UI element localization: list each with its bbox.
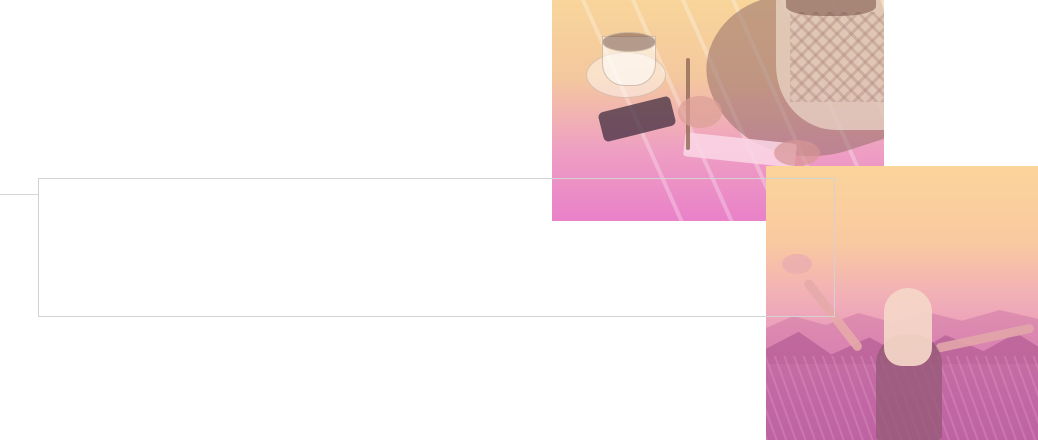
coffee xyxy=(602,32,656,52)
content-frame xyxy=(38,178,835,317)
writing-hand xyxy=(678,96,722,128)
accent-line xyxy=(0,194,38,195)
sweater-pattern xyxy=(790,12,884,102)
resting-hand xyxy=(774,140,820,166)
hair xyxy=(786,0,876,16)
woman-hair xyxy=(884,288,932,366)
